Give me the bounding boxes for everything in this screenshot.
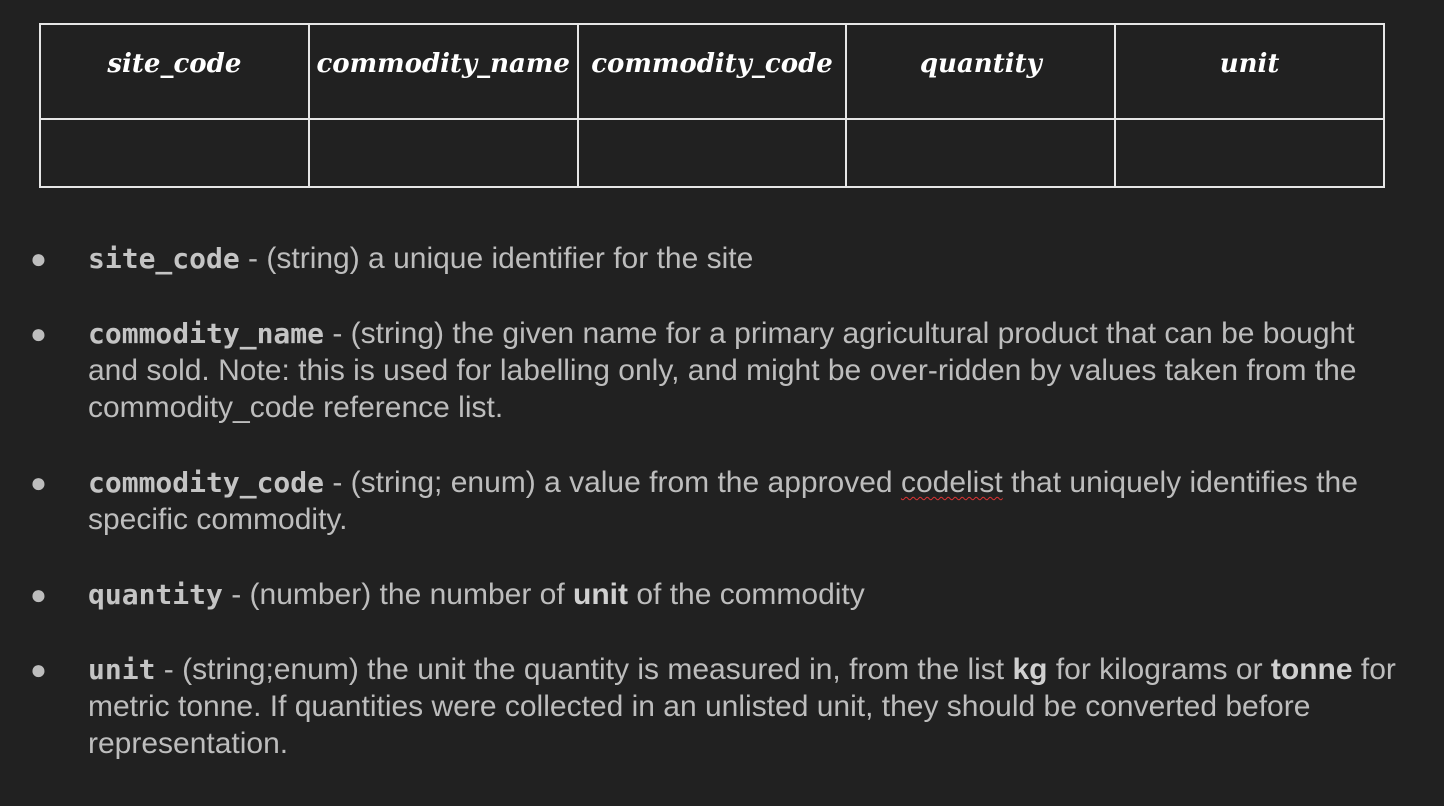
- column-header-site-code: site_code: [40, 24, 309, 119]
- field-description: of the commodity: [628, 578, 865, 611]
- table-cell: [40, 119, 309, 187]
- bullet-icon: ●: [30, 654, 47, 685]
- table-cell: [846, 119, 1115, 187]
- field-name: quantity: [88, 578, 223, 611]
- column-header-commodity-name: commodity_name: [309, 24, 578, 119]
- field-name: unit: [88, 653, 156, 686]
- emphasis-text: kg: [1012, 653, 1048, 686]
- bullet-icon: ●: [30, 467, 47, 498]
- table-cell: [309, 119, 578, 187]
- field-description: for metric tonne. If quantities were collected in an unlisted unit, they should be converted before representation.: [88, 653, 1396, 760]
- list-item-commodity-code: [30, 464, 1408, 538]
- column-header-quantity: quantity: [846, 24, 1115, 119]
- list-item-site-code: [30, 240, 1408, 277]
- field-description: - (string; enum) a value from the approved: [324, 466, 901, 499]
- field-description-list: [30, 240, 1408, 800]
- table-row: [40, 119, 1384, 187]
- field-description: - (string;enum) the unit the quantity is measured in, from the list: [155, 653, 1013, 686]
- bullet-icon: ●: [30, 318, 47, 349]
- schema-table: [39, 23, 1385, 188]
- emphasis-text: unit: [573, 578, 628, 611]
- column-header-commodity-code: commodity_code: [578, 24, 847, 119]
- column-header-unit: unit: [1115, 24, 1384, 119]
- table-cell: [578, 119, 847, 187]
- table-cell: [1115, 119, 1384, 187]
- field-description: - (string) the given name for a primary agricultural product that can be bought and sold. Note: this is used for labelling only, and might be over-ridden by values taken from the commodity_code reference list.: [88, 317, 1357, 424]
- bullet-icon: ●: [30, 579, 47, 610]
- list-item-quantity: [30, 576, 1408, 613]
- field-name: commodity_name: [88, 317, 325, 350]
- field-name: site_code: [88, 242, 240, 275]
- field-description: - (string) a unique identifier for the site: [239, 242, 754, 275]
- field-name: commodity_code: [88, 466, 325, 499]
- field-description: that uniquely identifies the specific commodity.: [88, 466, 1358, 536]
- field-description: for kilograms or: [1047, 653, 1271, 686]
- list-item-commodity-name: [30, 315, 1408, 426]
- list-item-unit: [30, 651, 1408, 762]
- emphasis-text: tonne: [1270, 653, 1353, 686]
- spellcheck-flagged-word[interactable]: codelist: [900, 466, 1003, 499]
- table-header-row: [40, 24, 1384, 119]
- bullet-icon: ●: [30, 243, 47, 274]
- field-description: - (number) the number of: [222, 578, 574, 611]
